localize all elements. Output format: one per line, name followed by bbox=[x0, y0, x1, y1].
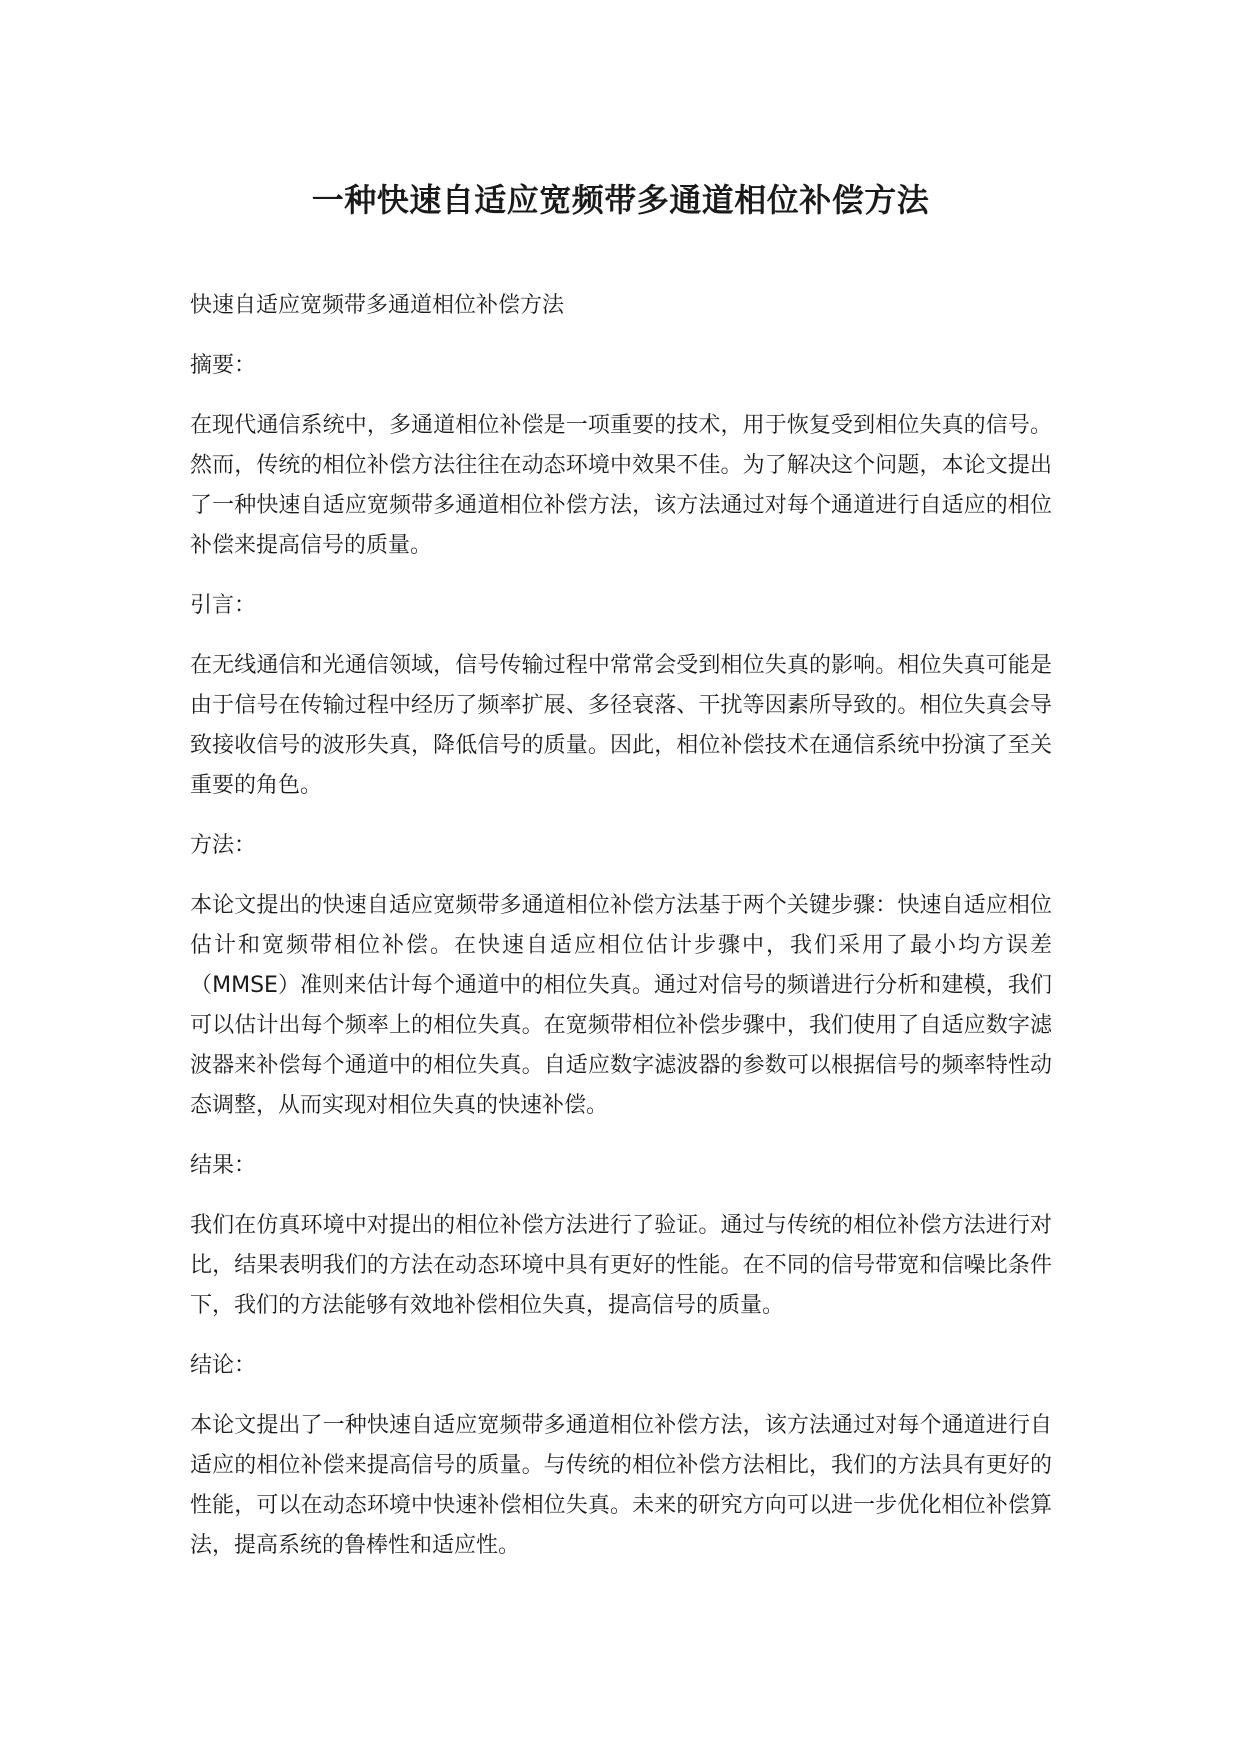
conclusion-heading: 结论： bbox=[190, 1353, 257, 1378]
results-paragraph: 我们在仿真环境中对提出的相位补偿方法进行了验证。通过与传统的相位补偿方法进行对比，结果表明我们的方法在动态环境中具有更好的性能。在不同的信号带宽和信噪比条件下，我们的方法能够有效地补偿相位失真，提高信号的质量。 bbox=[190, 1213, 1052, 1318]
document-title: 一种快速自适应宽频带多通道相位补偿方法 bbox=[311, 181, 930, 219]
abstract-paragraph: 在现代通信系统中，多通道相位补偿是一项重要的技术，用于恢复受到相位失真的信号。然而，传统的相位补偿方法往往在动态环境中效果不佳。为了解决这个问题，本论文提出了一种快速自适应宽频带多通道相位补偿方法，该方法通过对每个通道进行自适应的相位补偿来提高信号的质量。 bbox=[190, 413, 1052, 558]
abstract-heading: 摘要： bbox=[190, 353, 257, 378]
results-heading: 结果： bbox=[190, 1153, 257, 1178]
introduction-heading: 引言： bbox=[190, 593, 257, 618]
introduction-paragraph: 在无线通信和光通信领域，信号传输过程中常常会受到相位失真的影响。相位失真可能是由于信号在传输过程中经历了频率扩展、多径衰落、干扰等因素所导致的。相位失真会导致接收信号的波形失真，降低信号的质量。因此，相位补偿技术在通信系统中扮演了至关重要的角色。 bbox=[190, 653, 1052, 798]
method-heading: 方法： bbox=[190, 833, 257, 858]
conclusion-paragraph: 本论文提出了一种快速自适应宽频带多通道相位补偿方法，该方法通过对每个通道进行自适应的相位补偿来提高信号的质量。与传统的相位补偿方法相比，我们的方法具有更好的性能，可以在动态环境中快速补偿相位失真。未来的研究方向可以进一步优化相位补偿算法，提高系统的鲁棒性和适应性。 bbox=[190, 1413, 1052, 1558]
document-body bbox=[190, 286, 1052, 1586]
document-subtitle: 快速自适应宽频带多通道相位补偿方法 bbox=[190, 293, 565, 318]
method-paragraph: 本论文提出的快速自适应宽频带多通道相位补偿方法基于两个关键步骤：快速自适应相位估计和宽频带相位补偿。在快速自适应相位估计步骤中，我们采用了最小均方误差（MMSE）准则来估计每个通道中的相位失真。通过对信号的频谱进行分析和建模，我们可以估计出每个频率上的相位失真。在宽频带相位补偿步骤中，我们使用了自适应数字滤波器来补偿每个通道中的相位失真。自适应数字滤波器的参数可以根据信号的频率特性动态调整，从而实现对相位失真的快速补偿。 bbox=[190, 893, 1052, 1118]
